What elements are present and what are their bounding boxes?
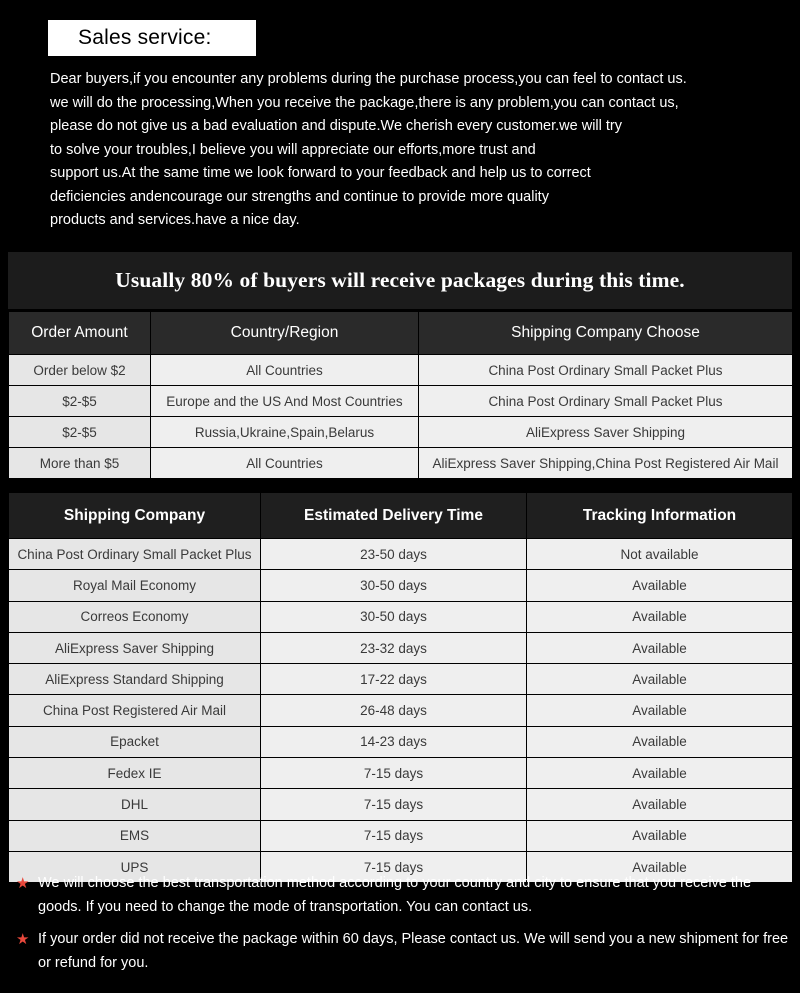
cell-company: UPS: [9, 851, 261, 882]
intro-paragraph: [50, 68, 770, 233]
intro-line: Dear buyers,if you encounter any problems during the purchase process,you can feel to contact us.: [50, 71, 687, 87]
cell-tracking: Not available: [527, 539, 793, 570]
cell-country: Russia,Ukraine,Spain,Belarus: [151, 417, 419, 448]
page-title: Sales service:: [78, 26, 212, 49]
cell-company: Royal Mail Economy: [9, 570, 261, 601]
star-icon: ★: [16, 931, 30, 948]
table-row: [9, 386, 793, 417]
cell-delivery-time: 17-22 days: [261, 664, 527, 695]
cell-tracking: Available: [527, 726, 793, 757]
table-row: [9, 726, 793, 757]
table-row: [9, 758, 793, 789]
note-item: [8, 927, 792, 975]
table-row: [9, 632, 793, 663]
table-header-row: [9, 493, 793, 539]
column-header-shipping-company: Shipping Company: [9, 493, 261, 539]
cell-company: Fedex IE: [9, 758, 261, 789]
cell-country: Europe and the US And Most Countries: [151, 386, 419, 417]
cell-order-amount: More than $5: [9, 448, 151, 479]
table-row: [9, 789, 793, 820]
star-icon: ★: [16, 875, 30, 892]
table-header-row: [9, 312, 793, 355]
cell-company: Correos Economy: [9, 601, 261, 632]
notes-section: [8, 871, 792, 983]
table-row: [9, 355, 793, 386]
cell-company: AliExpress Saver Shipping,China Post Registered Air Mail: [419, 448, 793, 479]
column-header-country-region: Country/Region: [151, 312, 419, 355]
intro-line: please do not give us a bad evaluation and dispute.We cherish every customer.we will try: [50, 118, 622, 134]
cell-delivery-time: 23-50 days: [261, 539, 527, 570]
cell-order-amount: Order below $2: [9, 355, 151, 386]
cell-tracking: Available: [527, 601, 793, 632]
sales-service-title-banner: [48, 20, 256, 56]
cell-delivery-time: 7-15 days: [261, 789, 527, 820]
table-row: [9, 570, 793, 601]
intro-line: we will do the processing,When you receive the package,there is any problem,you can contact us,: [50, 94, 679, 111]
table-row: [9, 664, 793, 695]
cell-delivery-time: 7-15 days: [261, 758, 527, 789]
cell-delivery-time: 23-32 days: [261, 632, 527, 663]
intro-line: to solve your troubles,I believe you will appreciate our efforts,more trust and: [50, 141, 536, 158]
note-text: If your order did not receive the package within 60 days, Please contact us. We will send you a new shipment for free or refund for you.: [38, 931, 789, 971]
cell-company: China Post Ordinary Small Packet Plus: [9, 539, 261, 570]
cell-tracking: Available: [527, 820, 793, 851]
cell-tracking: Available: [527, 758, 793, 789]
cell-country: All Countries: [151, 448, 419, 479]
cell-company: Epacket: [9, 726, 261, 757]
cell-tracking: Available: [527, 632, 793, 663]
cell-tracking: Available: [527, 570, 793, 601]
shipping-options-table: [8, 311, 793, 479]
cell-company: DHL: [9, 789, 261, 820]
column-header-order-amount: Order Amount: [9, 312, 151, 355]
table-row: [9, 820, 793, 851]
note-item: [8, 871, 792, 919]
intro-line: deficiencies andencourage our strengths and continue to provide more quality: [50, 188, 549, 205]
cell-company: AliExpress Standard Shipping: [9, 664, 261, 695]
cell-company: EMS: [9, 820, 261, 851]
table-row: [9, 417, 793, 448]
column-header-tracking-information: Tracking Information: [527, 493, 793, 539]
cell-tracking: Available: [527, 789, 793, 820]
cell-delivery-time: 7-15 days: [261, 851, 527, 882]
cell-company: China Post Registered Air Mail: [9, 695, 261, 726]
cell-company: China Post Ordinary Small Packet Plus: [419, 386, 793, 417]
note-text: We will choose the best transportation method according to your country and city to ensure that you receive the goods. If you need to change the mode of transportation. You can contact us.: [38, 875, 752, 915]
intro-line: products and services.have a nice day.: [50, 212, 300, 228]
cell-order-amount: $2-$5: [9, 386, 151, 417]
cell-delivery-time: 30-50 days: [261, 570, 527, 601]
cell-delivery-time: 14-23 days: [261, 726, 527, 757]
column-header-estimated-delivery-time: Estimated Delivery Time: [261, 493, 527, 539]
cell-delivery-time: 7-15 days: [261, 820, 527, 851]
cell-delivery-time: 30-50 days: [261, 601, 527, 632]
column-header-shipping-company: Shipping Company Choose: [419, 312, 793, 355]
banner-text: Usually 80% of buyers will receive packages during this time.: [115, 268, 685, 292]
table-row: [9, 539, 793, 570]
cell-order-amount: $2-$5: [9, 417, 151, 448]
table-row: [9, 601, 793, 632]
table-row: [9, 448, 793, 479]
cell-country: All Countries: [151, 355, 419, 386]
cell-company: AliExpress Saver Shipping: [9, 632, 261, 663]
intro-line: support us.At the same time we look forward to your feedback and help us to correct: [50, 165, 591, 181]
cell-delivery-time: 26-48 days: [261, 695, 527, 726]
cell-tracking: Available: [527, 664, 793, 695]
delivery-time-table: [8, 492, 793, 883]
delivery-time-banner: [8, 252, 792, 309]
cell-company: AliExpress Saver Shipping: [419, 417, 793, 448]
table-row: [9, 695, 793, 726]
cell-tracking: Available: [527, 695, 793, 726]
cell-tracking: Available: [527, 851, 793, 882]
cell-company: China Post Ordinary Small Packet Plus: [419, 355, 793, 386]
